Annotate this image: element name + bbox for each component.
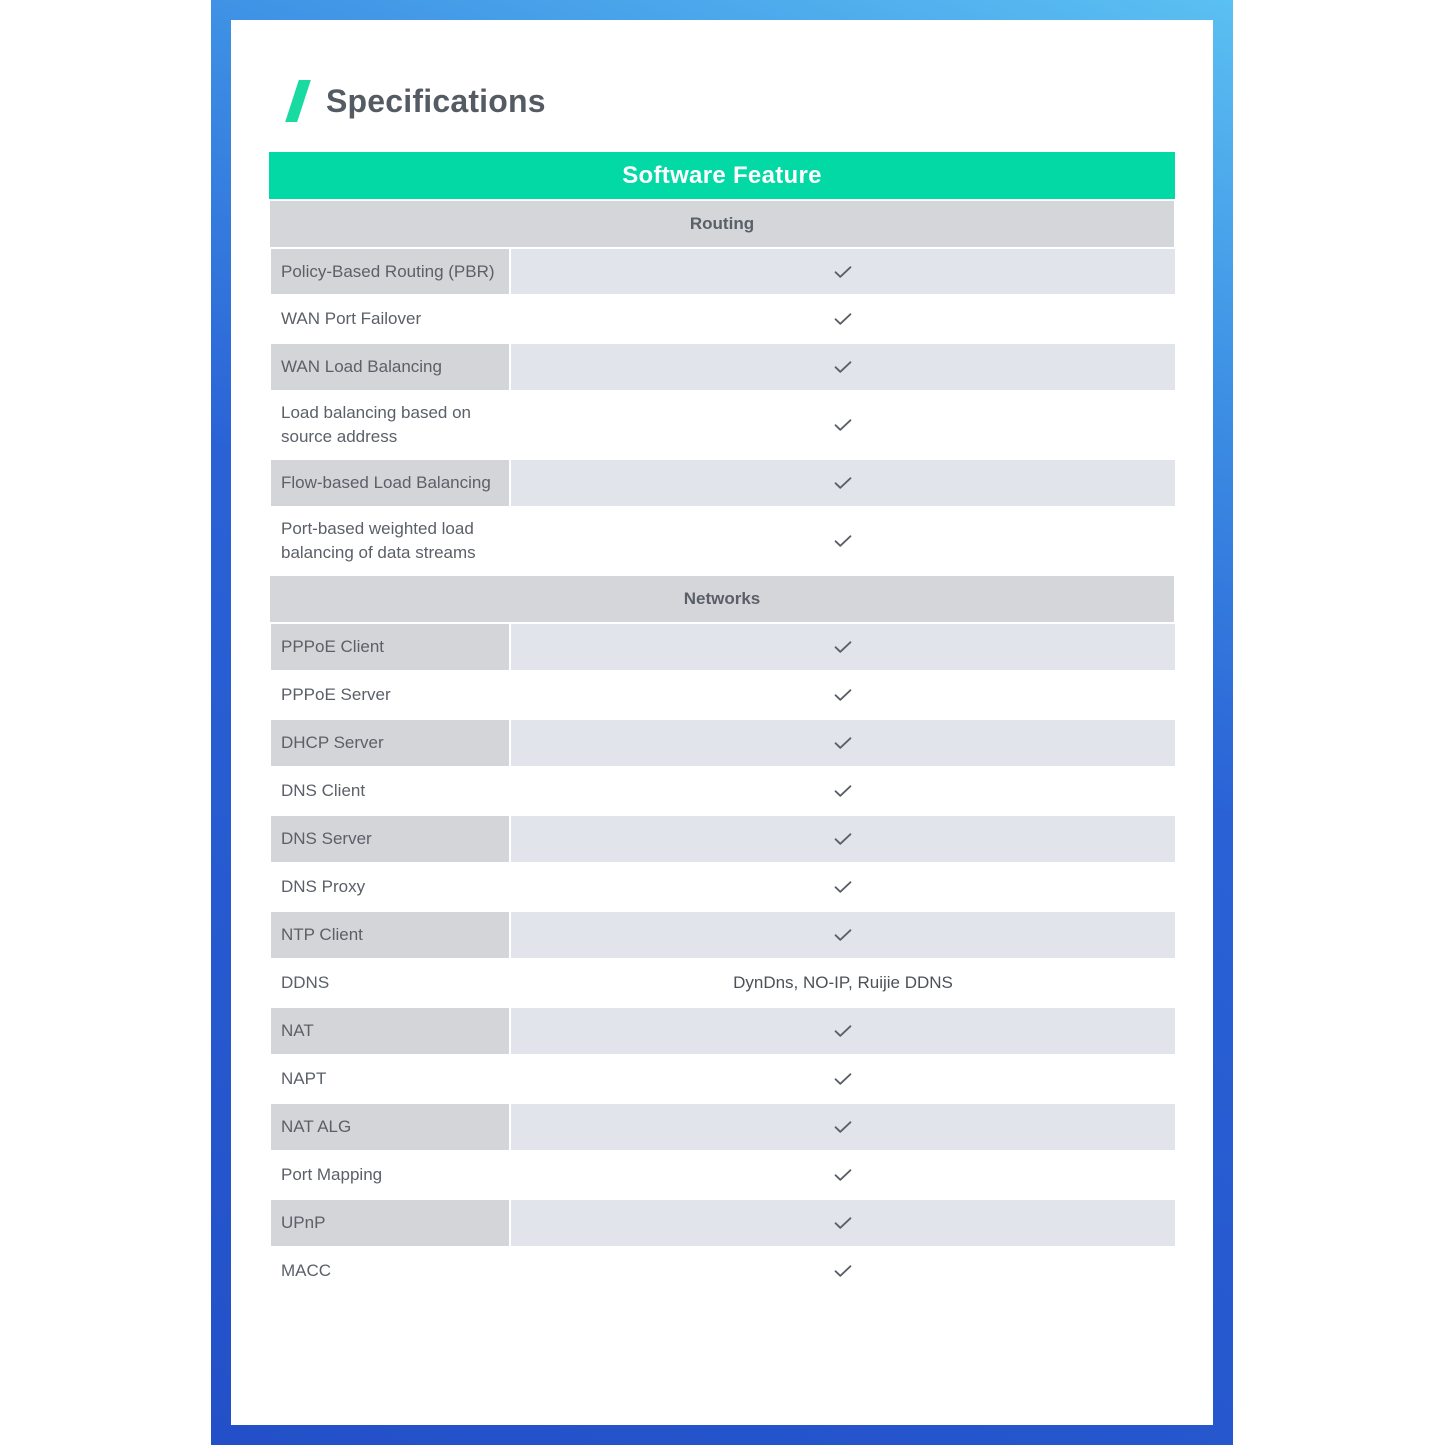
table-row xyxy=(271,864,1175,910)
row-label: Port Mapping xyxy=(281,1165,383,1184)
table-row xyxy=(271,508,1175,574)
row-label: DNS Proxy xyxy=(281,877,366,896)
check-icon xyxy=(834,880,852,894)
row-label: NAPT xyxy=(281,1069,327,1088)
row-label: NAT ALG xyxy=(271,1104,509,1150)
row-value xyxy=(511,508,1175,574)
table-row xyxy=(271,816,1175,862)
row-value-text: DynDns, NO-IP, Ruijie DDNS xyxy=(733,973,953,992)
check-icon xyxy=(834,1024,852,1038)
row-value xyxy=(511,672,1175,718)
table-row xyxy=(271,768,1175,814)
check-icon xyxy=(834,1072,852,1086)
row-value xyxy=(511,296,1175,342)
row-label: Port-based weighted load balancing of data streams xyxy=(281,519,476,562)
accent-slash-icon xyxy=(285,80,311,122)
check-icon xyxy=(834,265,852,279)
row-value xyxy=(511,344,1175,390)
row-label: PPPoE Server xyxy=(281,685,391,704)
spec-table xyxy=(269,152,1175,1294)
check-icon xyxy=(834,640,852,654)
row-label: Load balancing based on source address xyxy=(281,403,471,446)
row-label: NTP Client xyxy=(271,912,509,958)
check-icon xyxy=(834,784,852,798)
row-label: DDNS xyxy=(281,973,330,992)
row-value xyxy=(511,816,1175,862)
row-value xyxy=(511,1104,1175,1150)
row-value xyxy=(511,624,1175,670)
section-header: Routing xyxy=(270,201,1174,247)
row-value xyxy=(511,1056,1175,1102)
table-row xyxy=(271,249,1175,294)
check-icon xyxy=(834,534,852,548)
row-label: DHCP Server xyxy=(271,720,509,766)
check-icon xyxy=(834,1120,852,1134)
check-icon xyxy=(834,360,852,374)
row-value xyxy=(511,392,1175,458)
table-row xyxy=(271,912,1175,958)
check-icon xyxy=(834,928,852,942)
row-label: WAN Port Failover xyxy=(281,309,422,328)
table-row xyxy=(271,296,1175,342)
check-icon xyxy=(834,832,852,846)
row-value xyxy=(511,768,1175,814)
row-label: MACC xyxy=(281,1261,332,1280)
table-row xyxy=(271,1200,1175,1246)
check-icon xyxy=(834,688,852,702)
table-row xyxy=(271,1248,1175,1294)
table-header: Software Feature xyxy=(269,152,1175,199)
table-row xyxy=(271,344,1175,390)
section-header: Networks xyxy=(270,576,1174,622)
check-icon xyxy=(834,1216,852,1230)
check-icon xyxy=(834,476,852,490)
check-icon xyxy=(834,1264,852,1278)
check-icon xyxy=(834,312,852,326)
table-row xyxy=(271,1152,1175,1198)
check-icon xyxy=(834,1168,852,1182)
row-label: Policy-Based Routing (PBR) xyxy=(271,249,509,294)
row-label: PPPoE Client xyxy=(271,624,509,670)
row-value xyxy=(511,1248,1175,1294)
row-value xyxy=(511,1200,1175,1246)
table-row xyxy=(271,1104,1175,1150)
page-title: Specifications xyxy=(326,82,546,119)
table-row xyxy=(271,624,1175,670)
row-value xyxy=(511,960,1175,1006)
row-value xyxy=(511,1008,1175,1054)
table-row xyxy=(271,460,1175,506)
row-value xyxy=(511,460,1175,506)
table-row xyxy=(271,1056,1175,1102)
row-label: NAT xyxy=(271,1008,509,1054)
table-row xyxy=(271,720,1175,766)
table-row xyxy=(271,960,1175,1006)
check-icon xyxy=(834,418,852,432)
row-value xyxy=(511,864,1175,910)
table-row xyxy=(271,672,1175,718)
row-label: DNS Client xyxy=(281,781,366,800)
row-value xyxy=(511,912,1175,958)
row-label: Flow-based Load Balancing xyxy=(271,460,509,506)
row-value xyxy=(511,720,1175,766)
check-icon xyxy=(834,736,852,750)
row-label: DNS Server xyxy=(271,816,509,862)
row-label: UPnP xyxy=(271,1200,509,1246)
title-block xyxy=(284,78,546,124)
table-row xyxy=(271,392,1175,458)
row-label: WAN Load Balancing xyxy=(271,344,509,390)
row-value xyxy=(511,249,1175,294)
table-row xyxy=(271,1008,1175,1054)
row-value xyxy=(511,1152,1175,1198)
